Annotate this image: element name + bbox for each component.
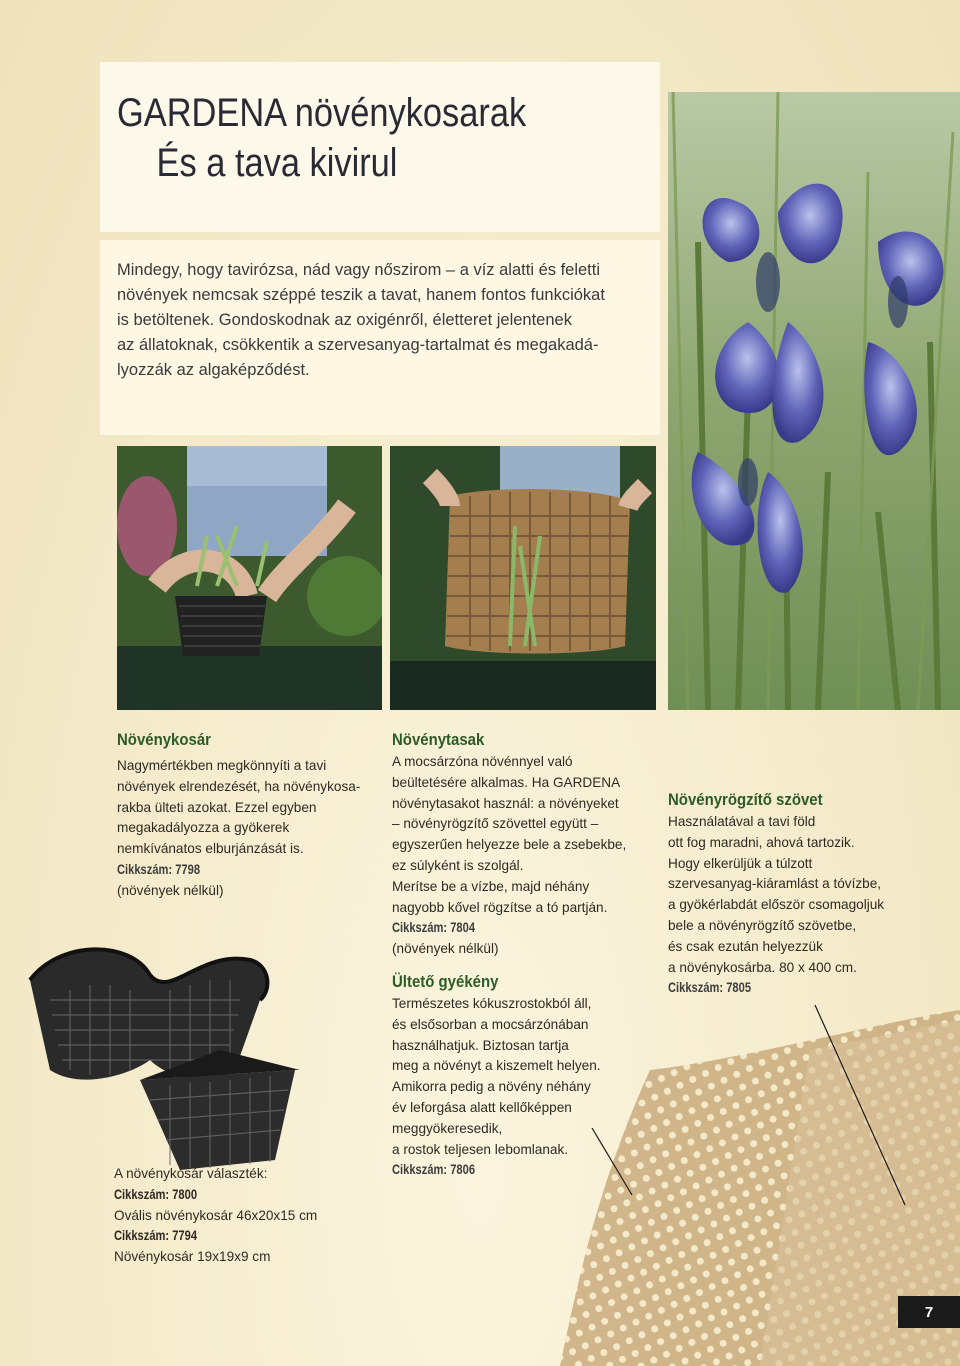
intro-line: is betöltenek. Gondoskodnak az oxigénről, életteret jelentenek bbox=[117, 311, 572, 329]
intro-line: Mindegy, hogy tavirózsa, nád vagy nőszirom – a víz alatti és feletti bbox=[117, 261, 601, 279]
basket-description bbox=[117, 756, 377, 902]
bag-note: (növények nélkül) bbox=[392, 941, 499, 957]
basket-section bbox=[117, 730, 377, 902]
basket-line: megakadályozza a gyökerek bbox=[117, 820, 290, 836]
basket-line: rakba ülteti azokat. Ezzel egyben bbox=[117, 799, 317, 815]
bag-line: nagyobb kővel rögzítse a tó partján. bbox=[392, 899, 608, 915]
selection-code-1: Cikkszám: 7800 bbox=[114, 1186, 198, 1202]
mat-line: Természetes kókuszrostokból áll, bbox=[392, 995, 592, 1011]
bag-line: – növényrögzítő szövettel együtt – bbox=[392, 816, 599, 832]
page-number: 7 bbox=[898, 1296, 960, 1328]
fabric-section bbox=[668, 790, 918, 999]
mat-line: Amikorra pedig a növény néhány bbox=[392, 1079, 591, 1095]
basket-selection bbox=[114, 1164, 384, 1268]
intro-text bbox=[117, 258, 647, 383]
mat-line: és elsősorban a mocsárzónában bbox=[392, 1016, 589, 1032]
fabric-code: Cikkszám: 7805 bbox=[668, 980, 752, 996]
bag-line: beültetésére alkalmas. Ha GARDENA bbox=[392, 774, 621, 790]
fabric-line: a növénykosárba. 80 x 400 cm. bbox=[668, 959, 857, 975]
fabric-line: Hogy elkerüljük a túlzott bbox=[668, 855, 813, 871]
selection-desc-2: Növénykosár 19x19x9 cm bbox=[114, 1249, 271, 1265]
planting-mat-photo bbox=[390, 446, 656, 710]
fabric-description bbox=[668, 812, 918, 999]
intro-line: lyozzák az algaképződést. bbox=[117, 361, 310, 379]
mat-line: meg a növényt a kiszemelt helyen. bbox=[392, 1058, 601, 1074]
baskets-product-image bbox=[20, 920, 310, 1180]
mat-line: a rostok teljesen lebomlanak. bbox=[392, 1141, 569, 1157]
bag-line: A mocsárzóna növénnyel való bbox=[392, 754, 573, 769]
fabric-line: a gyökérlabdát először csomagoljuk bbox=[668, 897, 885, 913]
intro-line: növények nemcsak széppé teszik a tavat, hanem fontos funkciókat bbox=[117, 286, 605, 304]
basket-code: Cikkszám: 7798 bbox=[117, 861, 201, 877]
title-line-2: És a tava kivirul bbox=[156, 141, 398, 185]
basket-in-pond-photo bbox=[117, 446, 382, 710]
bag-description bbox=[392, 752, 657, 960]
intro-line: az állatoknak, csökkentik a szervesanyag-tartalmat és megakadá- bbox=[117, 336, 599, 354]
fabric-line: szervesanyag-kiáramlást a tóvízbe, bbox=[668, 876, 882, 892]
bag-section bbox=[392, 730, 657, 1181]
iris-photo bbox=[668, 92, 960, 710]
fabric-line: Használatával a tavi föld bbox=[668, 814, 816, 829]
basket-line: Nagymértékben megkönnyíti a tavi bbox=[117, 758, 327, 773]
mat-description bbox=[392, 994, 657, 1181]
bag-code: Cikkszám: 7804 bbox=[392, 920, 476, 936]
fabric-line: bele a növényrögzítő szövetbe, bbox=[668, 917, 857, 933]
bag-line: növénytasakot használ: a növényeket bbox=[392, 795, 619, 811]
bag-line: Merítse be a vízbe, majd néhány bbox=[392, 878, 590, 894]
basket-line: növények elrendezését, ha növénykosa- bbox=[117, 778, 361, 794]
bag-line: egyszerűen helyezze bele a zsebekbe, bbox=[392, 837, 627, 853]
basket-heading: Növénykosár bbox=[117, 730, 211, 749]
selection-code-2: Cikkszám: 7794 bbox=[114, 1228, 198, 1244]
bag-line: ez súlyként is szolgál. bbox=[392, 857, 524, 873]
fabric-line: ott fog maradni, ahová tartozik. bbox=[668, 834, 855, 850]
basket-line: nemkívánatos elburjánzását is. bbox=[117, 841, 304, 857]
mat-line: év leforgása alatt kellőképpen bbox=[392, 1099, 572, 1115]
title-line-1: GARDENA növénykosarak bbox=[117, 91, 527, 135]
mat-code: Cikkszám: 7806 bbox=[392, 1162, 476, 1178]
mat-heading: Ültető gyékény bbox=[392, 971, 499, 991]
fabric-line: és csak ezután helyezzük bbox=[668, 938, 823, 954]
selection-desc-1: Ovális növénykosár 46x20x15 cm bbox=[114, 1207, 318, 1223]
basket-note: (növények nélkül) bbox=[117, 882, 224, 898]
page-title bbox=[117, 88, 526, 188]
bag-heading: Növénytasak bbox=[392, 730, 485, 749]
fabric-heading: Növényrögzítő szövet bbox=[668, 790, 823, 809]
mat-line: használhatjuk. Biztosan tartja bbox=[392, 1037, 569, 1053]
selection-intro: A növénykosár választék: bbox=[114, 1166, 268, 1181]
mat-line: meggyökeresedik, bbox=[392, 1120, 503, 1136]
